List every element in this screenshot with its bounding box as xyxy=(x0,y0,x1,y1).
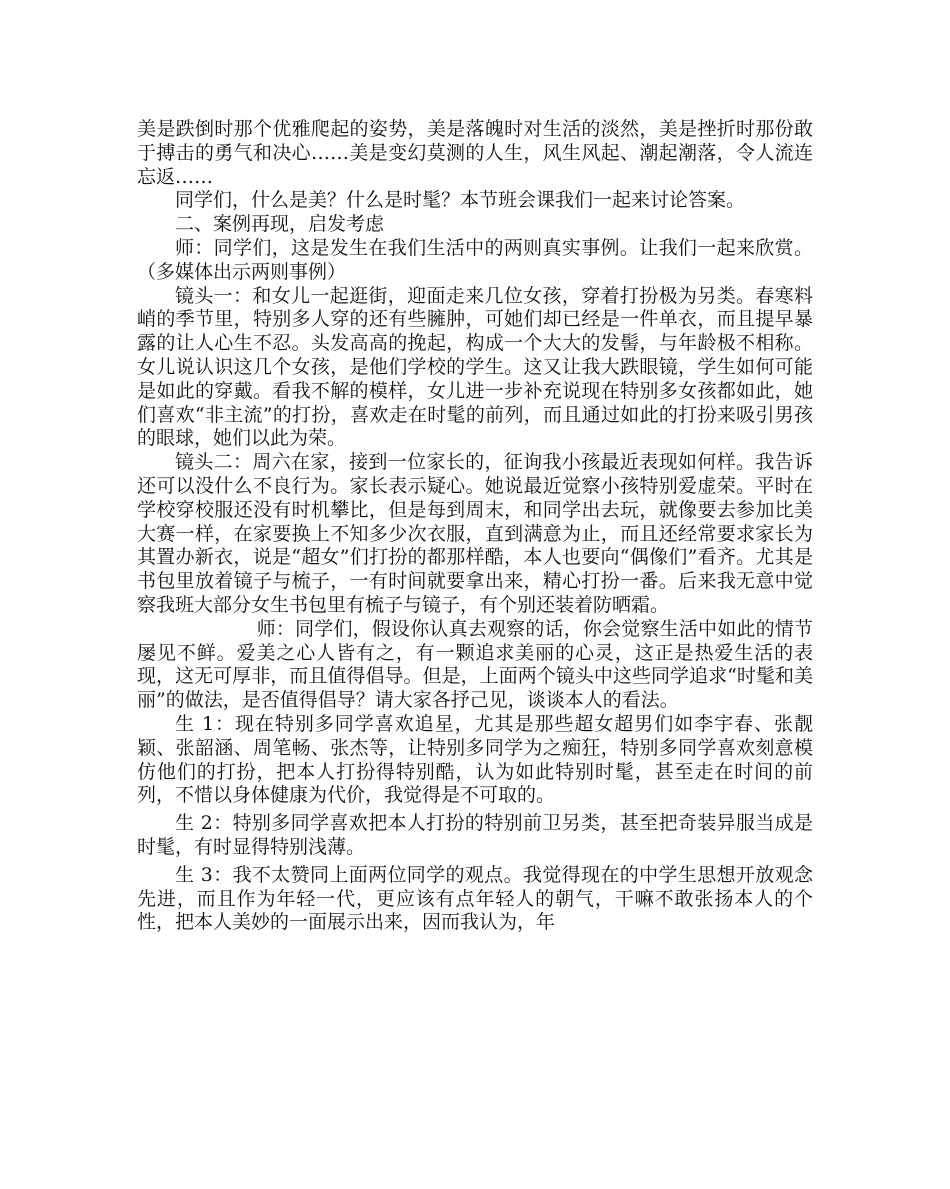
paragraph-student-3: 生 3：我不太赞同上面两位同学的观点。我觉得现在的中学生思想开放观念先进，而且作为年轻一代，更应该有点年轻人的朝气，干嘛不敢张扬本人的个性，把本人美妙的一面展示出来，因而我认为，年 xyxy=(137,863,813,934)
paragraph-question: 同学们，什么是美？什么是时髦？本节班会课我们一起来讨论答案。 xyxy=(175,189,746,212)
paragraph-intro: 美是跌倒时那个优雅爬起的姿势，美是落魄时对生活的淡然，美是挫折时那份敢于搏击的勇气和决心……美是变幻莫测的人生，风生风起、潮起潮落，令人流连忘返…… xyxy=(137,118,813,188)
paragraph-scene-one: 镜头一：和女儿一起逛街，迎面走来几位女孩，穿着打扮极为另类。春寒料峭的季节里，特别多人穿的还有些臃肿，可她们却已经是一件单衣，而且提早暴露的让人心生不忍。头发高高的挽起，构成一个大大的发髻，与年龄极不相称。女儿说认识这几个女孩，是他们学校的学生。这又让我大跌眼镜，学生如何可能是如此的穿戴。看我不解的模样，女儿进一步补充说现在特别多女孩都如此，她们喜欢“非主流”的打扮，喜欢走在时髦的前列，而且通过如此的打扮来吸引男孩的眼球，她们以此为荣。 xyxy=(137,284,813,450)
section-heading: 二、案例再现，启发考虑 xyxy=(175,213,385,236)
paragraph-student-2: 生 2：特别多同学喜欢把本人打扮的特别前卫另类，甚至把奇装异服当成是时髦，有时显得特别浅薄。 xyxy=(137,812,813,858)
paragraph-teacher-question: 师：同学们，假设你认真去观察的话，你会觉察生活中如此的情节屡见不鲜。爱美之心人皆有之，有一颗追求美丽的心灵，这正是热爱生活的表现，这无可厚非，而且值得倡导。但是，上面两个镜头中这些同学追求“时髦和美丽”的做法，是否值得倡导？请大家各抒己见，谈谈本人的看法。 xyxy=(137,617,813,712)
paragraph-scene-two: 镜头二：周六在家，接到一位家长的，征询我小孩最近表现如何样。我告诉还可以没什么不良行为。家长表示疑心。她说最近觉察小孩特别爱虚荣。平时在学校穿校服还没有时机攀比，但是每到周末，和同学出去玩，就像要去参加比美大赛一样，在家要换上不知多少次衣服，直到满意为止，而且还经常要求家长为其置办新衣，说是“超女”们打扮的都那样酷，本人也要向“偶像们”看齐。尤其是书包里放着镜子与梳子，一有时间就要拿出来，精心打扮一番。后来我无意中觉察我班大部分女生书包里有梳子与镜子，有个别还装着防晒霜。 xyxy=(137,451,813,616)
document-page xyxy=(137,118,813,935)
paragraph-student-1: 生 1：现在特别多同学喜欢追星，尤其是那些超女超男们如李宇春、张靓颖、张韶涵、周笔畅、张杰等，让特别多同学为之痴狂，特别多同学喜欢刻意模仿他们的打扮，把本人打扮得特别酷，认为如此特别时髦，甚至走在时间的前列，不惜以身体健康为代价，我觉得是不可取的。 xyxy=(137,712,813,807)
paragraph-teacher-intro: 师：同学们，这是发生在我们生活中的两则真实事例。让我们一起来欣赏。（多媒体出示两则事例） xyxy=(137,236,813,283)
